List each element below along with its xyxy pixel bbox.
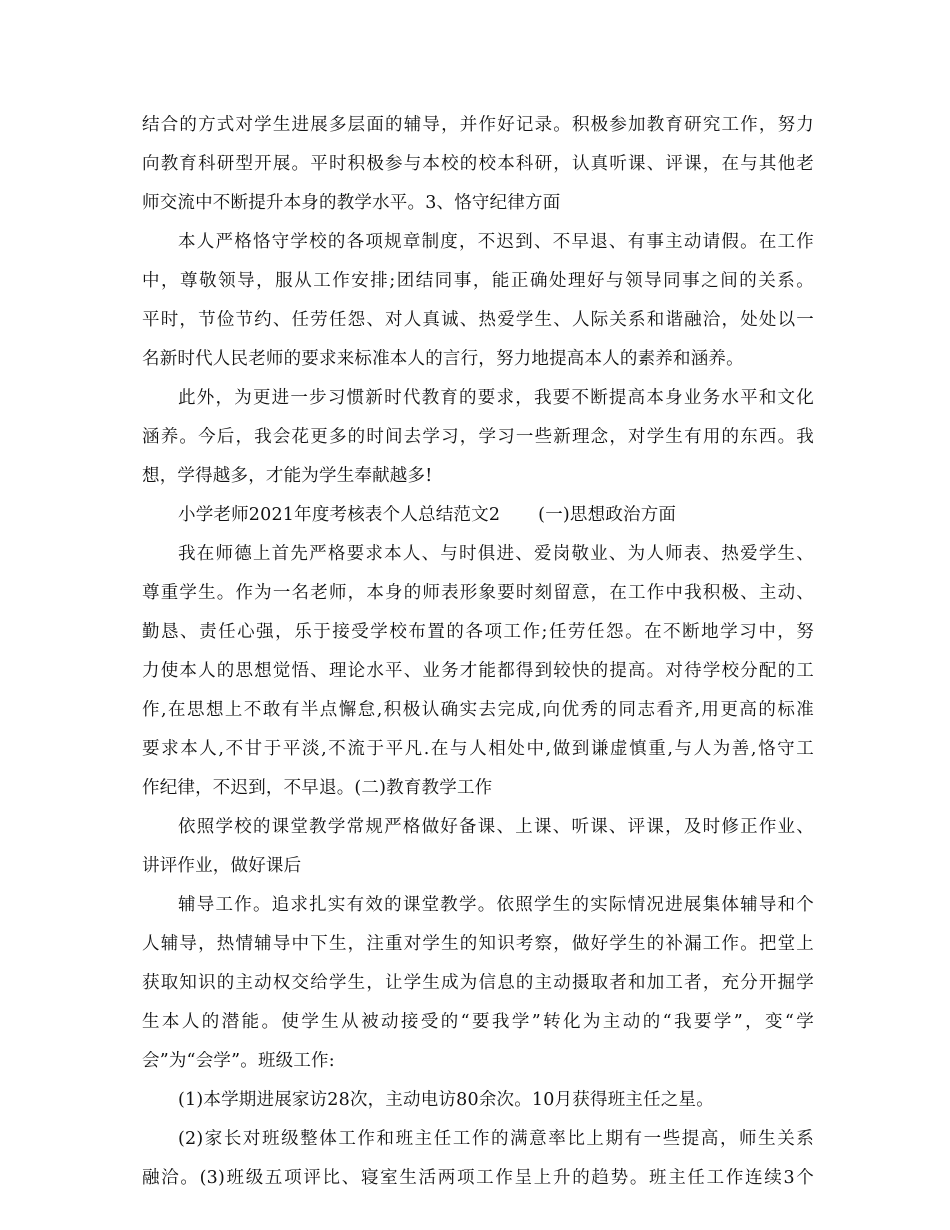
text-line: 结合的方式对学生进展多层面的辅导，并作好记录。积极参加教育研究工作，努力 [142, 115, 814, 135]
text-line: 中，尊敬领导，服从工作安排;团结同事，能正确处理好与领导同事之间的关系。 [142, 271, 814, 291]
text-line: 想，学得越多，才能为学生奉献越多! [142, 466, 433, 486]
paragraph-start: 依照学校的课堂教学常规严格做好备课、上课、听课、评课，及时修正作业、 [178, 817, 814, 837]
section-heading-line [142, 496, 814, 535]
document-title: 小学老师2021年度考核表个人总结范文2 [178, 505, 501, 525]
text-line: 作,在思想上不敢有半点懈怠,积极认确实去完成,向优秀的同志看齐,用更高的标准 [142, 700, 814, 720]
paragraph-start: 此外，为更进一步习惯新时代教育的要求，我要不断提高本身业务水平和文化 [178, 388, 814, 408]
paragraph-start: 辅导工作。追求扎实有效的课堂教学。依照学生的实际情况进展集体辅导和个 [178, 895, 814, 915]
text-line: 名新时代人民老师的要求来标准本人的言行，努力地提高本人的素养和涵养。 [142, 349, 744, 369]
text-line: 向教育科研型开展。平时积极参与本校的校本科研，认真听课、评课，在与其他老 [142, 154, 814, 174]
section-heading: (一)思想政治方面 [538, 505, 677, 525]
text-line: 要求本人,不甘于平淡,不流于平凡.在与人相处中,做到谦虚慎重,与人为善,恪守工 [142, 739, 814, 759]
text-line: 涵养。今后，我会花更多的时间去学习，学习一些新理念，对学生有用的东西。我 [142, 427, 814, 447]
paragraph-start: 我在师德上首先严格要求本人、与时俱进、爱岗敬业、为人师表、热爱学生、 [178, 544, 814, 564]
list-item: (2)家长对班级整体工作和班主任工作的满意率比上期有一些提高，师生关系 [178, 1129, 814, 1149]
text-line: 尊重学生。作为一名老师，本身的师表形象要时刻留意，在工作中我积极、主动、 [142, 583, 814, 603]
text-line: 勤恳、责任心强，乐于接受学校布置的各项工作;任劳任怨。在不断地学习中，努 [142, 622, 814, 642]
text-line: 融洽。(3)班级五项评比、寝室生活两项工作呈上升的趋势。班主任工作连续3个 [142, 1168, 814, 1188]
text-line: 师交流中不断提升本身的教学水平。3、恪守纪律方面 [142, 193, 561, 213]
text-line: 作纪律，不迟到，不早退。(二)教育教学工作 [142, 778, 493, 798]
text-line: 生本人的潜能。使学生从被动接受的“要我学”转化为主动的“我要学”，变“学 [142, 1012, 814, 1032]
text-line: 讲评作业，做好课后 [142, 856, 302, 876]
list-item: (1)本学期进展家访28次，主动电访80余次。10月获得班主任之星。 [178, 1090, 714, 1110]
text-line: 人辅导，热情辅导中下生，注重对学生的知识考察，做好学生的补漏工作。把堂上 [142, 934, 814, 954]
text-line: 力使本人的思想觉悟、理论水平、业务才能都得到较快的提高。对待学校分配的工 [142, 661, 814, 681]
paragraph-start: 本人严格恪守学校的各项规章制度，不迟到、不早退、有事主动请假。在工作 [178, 232, 814, 252]
document-body [142, 106, 814, 1198]
text-line: 会”为“会学”。班级工作: [142, 1051, 335, 1071]
text-line: 平时，节俭节约、任劳任怨、对人真诚、热爱学生、人际关系和谐融洽，处处以一 [142, 310, 814, 330]
text-line: 获取知识的主动权交给学生，让学生成为信息的主动摄取者和加工者，充分开掘学 [142, 973, 814, 993]
